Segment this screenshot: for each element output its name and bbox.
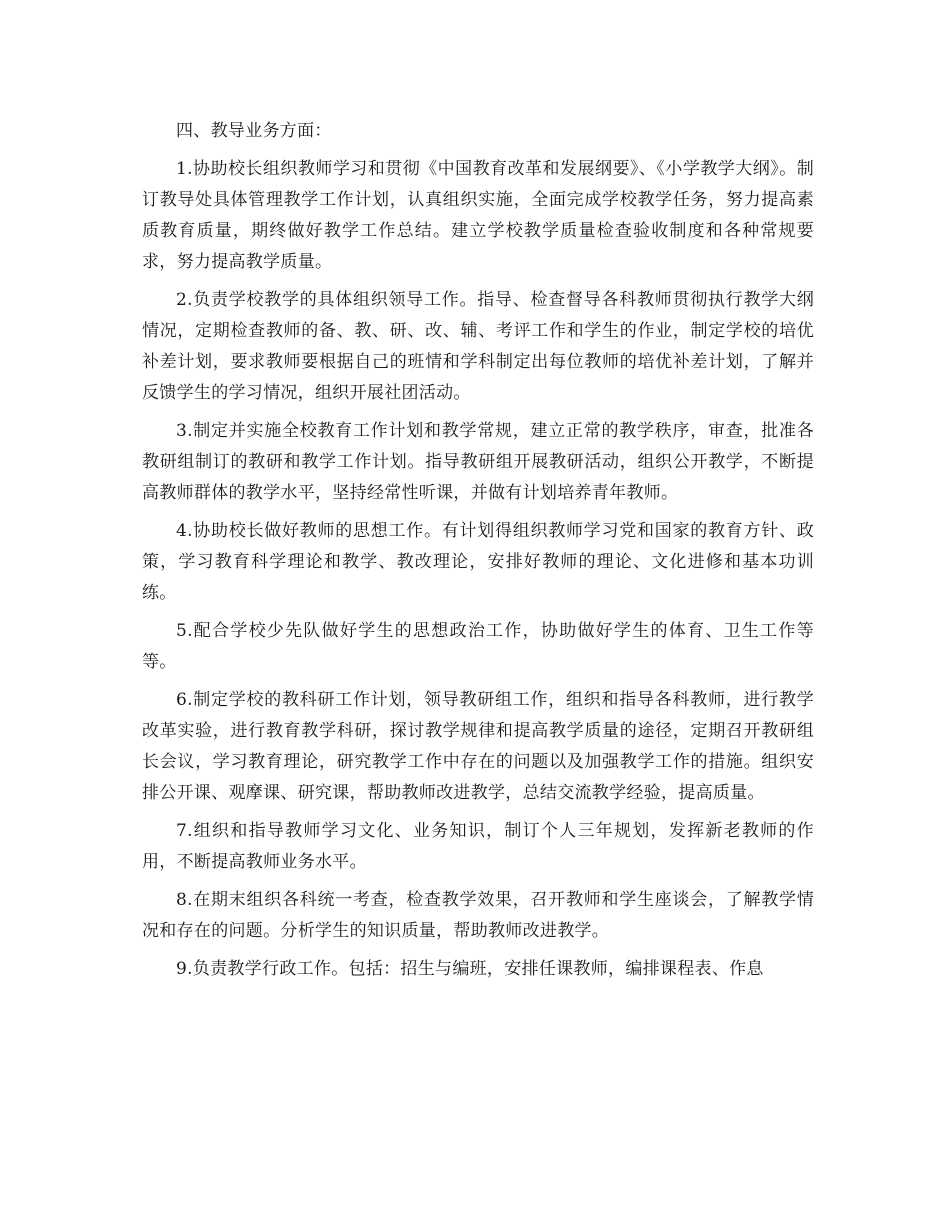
paragraph-6: 6.制定学校的教科研工作计划，领导教研组工作，组织和指导各科教师，进行教学改革实验，进行教育教学科研，探讨教学规律和提高教学质量的途径，定期召开教研组长会议，学习教育理论，研究教学工作中存在的问题以及加强教学工作的措施。组织安排公开课、观摩课、研究课，帮助教师改进教学，总结交流教学经验，提高质量。 [142, 690, 814, 803]
section-heading: 四、教导业务方面： [176, 121, 332, 141]
paragraph-1: 1.协助校长组织教师学习和贯彻《中国教育改革和发展纲要》、《小学教学大纲》。制订教导处具体管理教学工作计划，认真组织实施，全面完成学校教学任务，努力提高素质教育质量，期终做好教学工作总结。建立学校教学质量检查验收制度和各种常规要求，努力提高教学质量。 [142, 159, 814, 272]
paragraph-3: 3.制定并实施全校教育工作计划和教学常规，建立正常的教学秩序，审查，批准各教研组制订的教研和教学工作计划。指导教研组开展教研活动，组织公开教学，不断提高教师群体的教学水平，坚持经常性听课，并做有计划培养青年教师。 [142, 421, 814, 503]
paragraph-5: 5.配合学校少先队做好学生的思想政治工作，协助做好学生的体育、卫生工作等等。 [142, 621, 814, 672]
paragraph-7: 7.组织和指导教师学习文化、业务知识，制订个人三年规划，发挥新老教师的作用，不断提高教师业务水平。 [142, 821, 814, 872]
paragraph-8: 8.在期末组织各科统一考查，检查教学效果，召开教师和学生座谈会，了解教学情况和存在的问题。分析学生的知识质量，帮助教师改进教学。 [142, 890, 814, 941]
paragraph-2: 2.负责学校教学的具体组织领导工作。指导、检查督导各科教师贯彻执行教学大纲情况，定期检查教师的备、教、研、改、辅、考评工作和学生的作业，制定学校的培优补差计划，要求教师要根据自己的班情和学科制定出每位教师的培优补差计划，了解并反馈学生的学习情况，组织开展社团活动。 [142, 290, 814, 403]
paragraph-4: 4.协助校长做好教师的思想工作。有计划得组织教师学习党和国家的教育方针、政策，学习教育科学理论和教学、教改理论，安排好教师的理论、文化进修和基本功训练。 [142, 521, 814, 603]
document-body [142, 116, 814, 992]
paragraph-9: 9.负责教学行政工作。包括：招生与编班，安排任课教师，编排课程表、作息 [176, 959, 764, 979]
